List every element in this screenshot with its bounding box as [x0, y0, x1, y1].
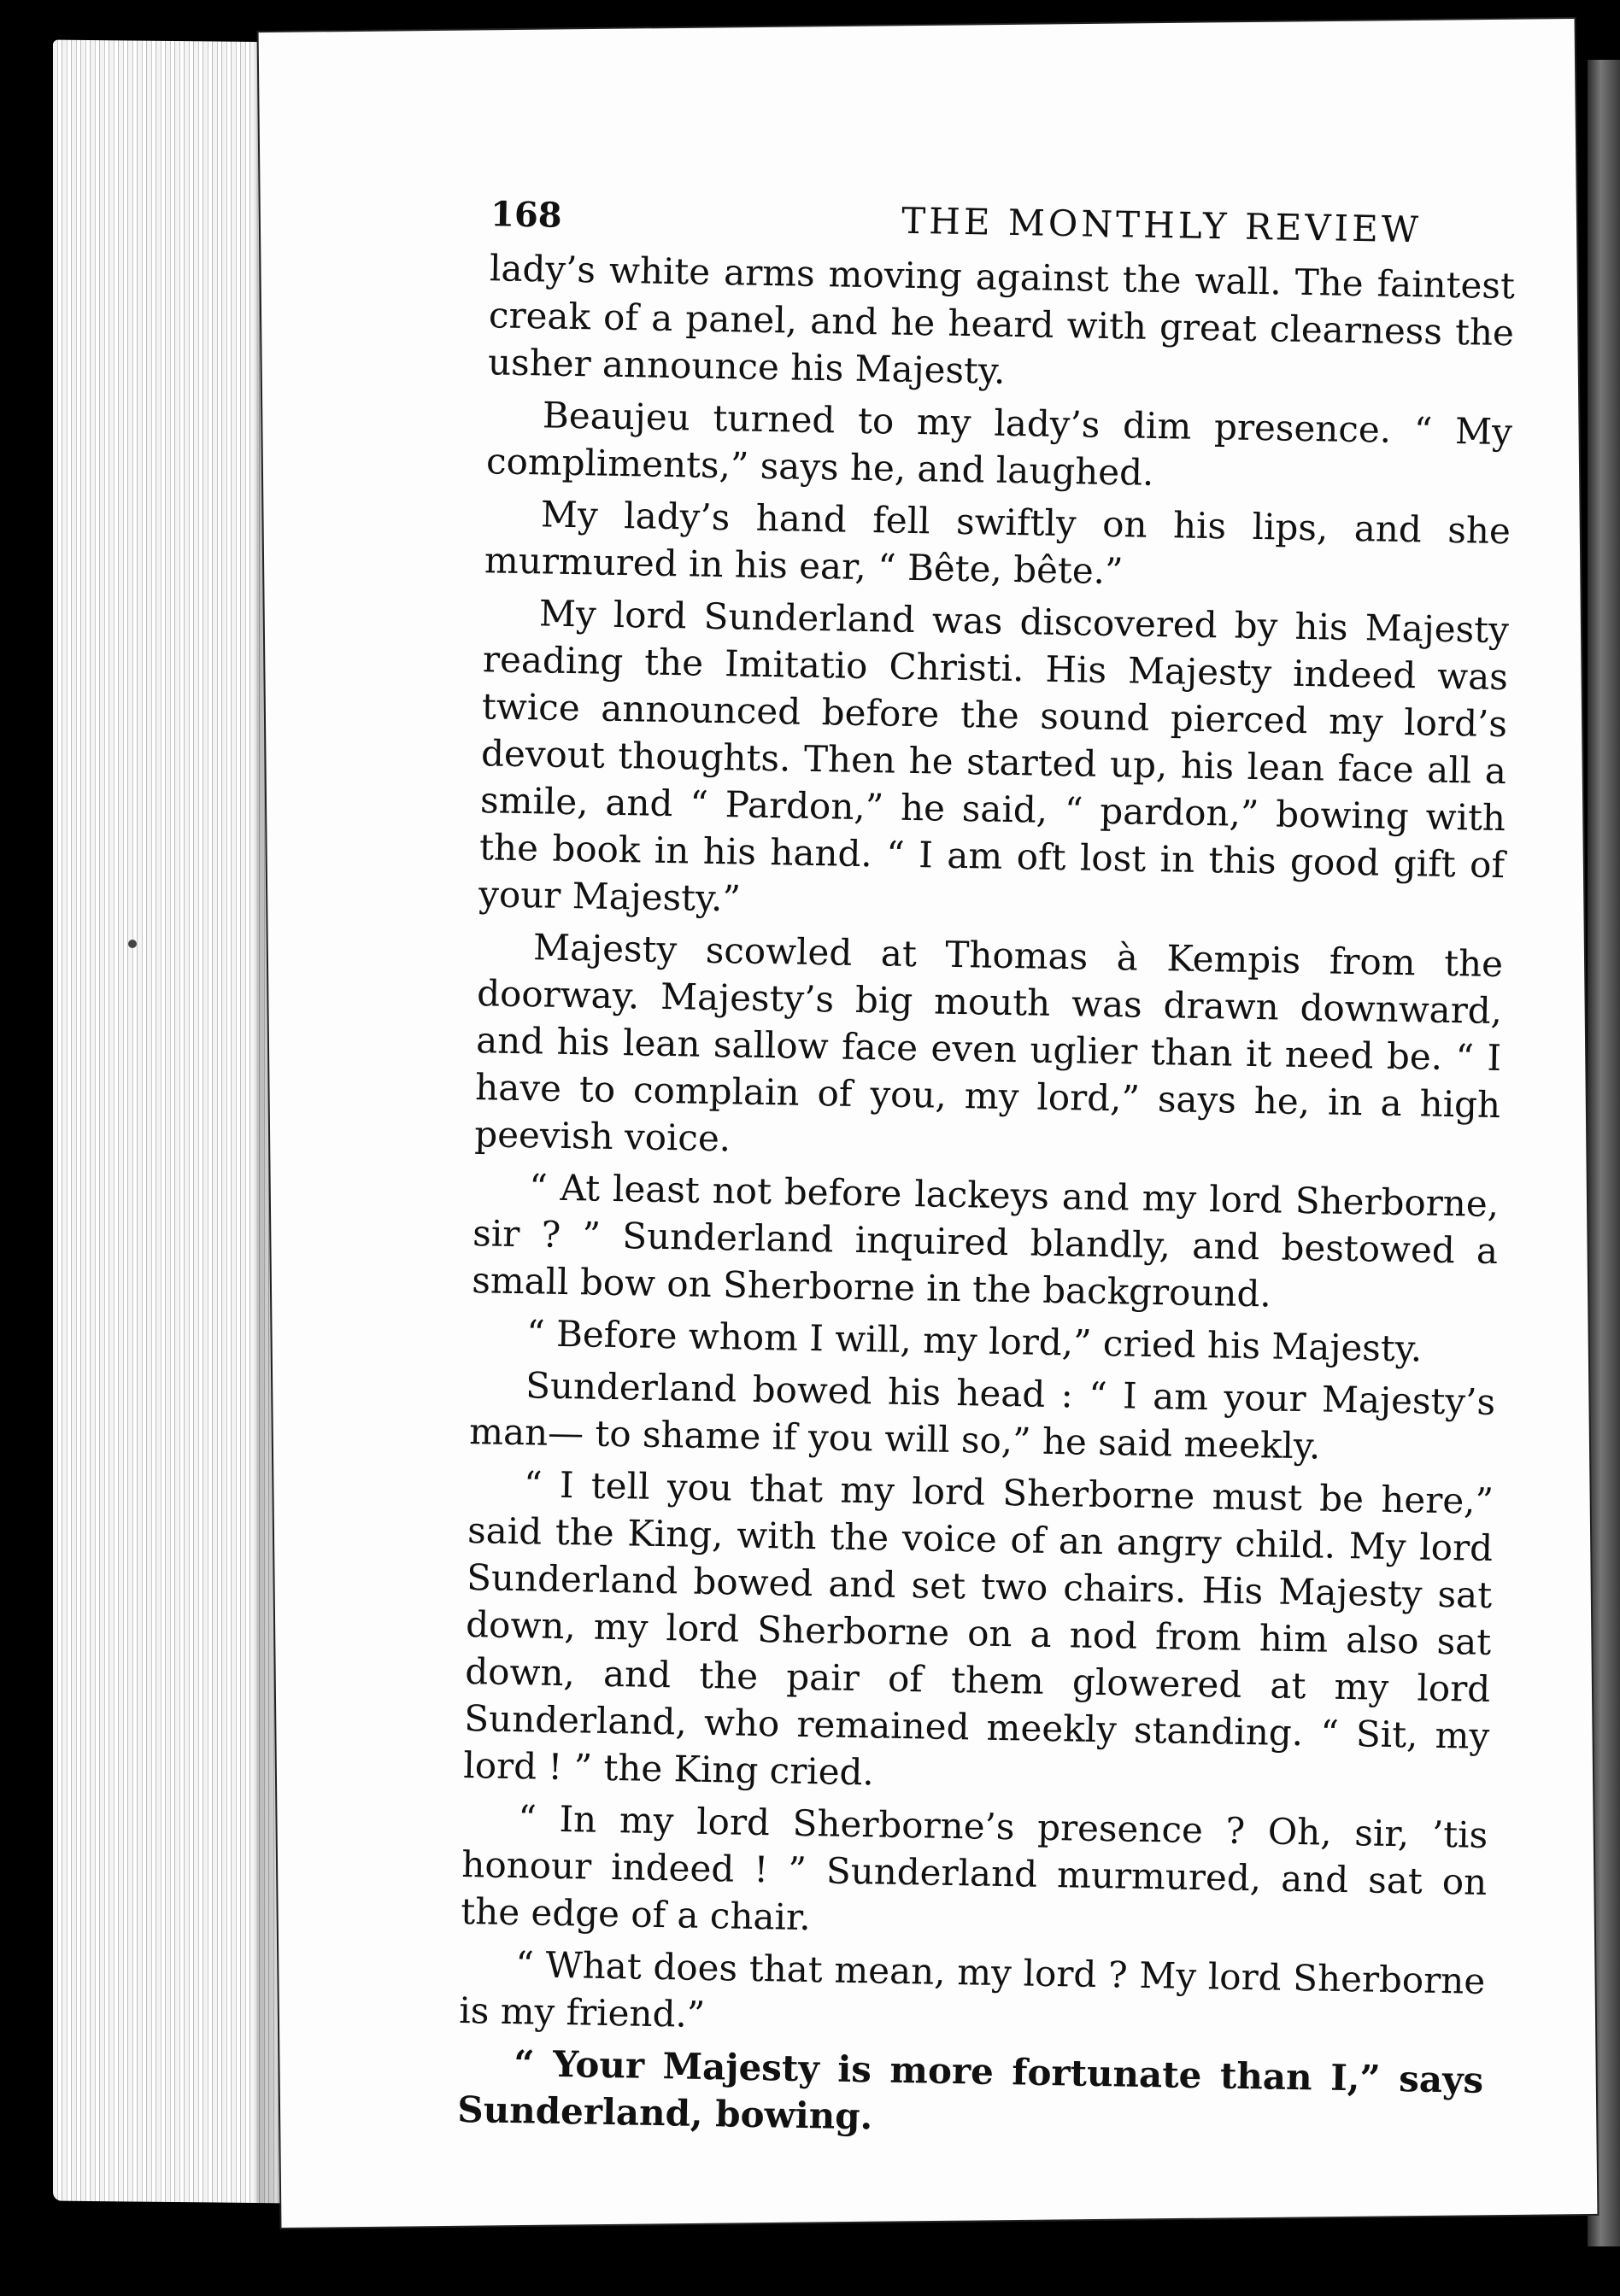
paragraph: lady’s white arms moving against the wall. The faintest creak of a panel, and he heard with great clearness the usher announce his Majesty.	[487, 247, 1516, 392]
paragraph: Beaujeu turned to my lady’s dim presence. “ My compliments,” says he, and laughed.	[485, 394, 1513, 494]
paragraph: “ In my lord Sherborne’s presence ? Oh, sir, ’tis honour indeed ! ” Sunderland murmured, and sat on the edge of a chair.	[461, 1797, 1488, 1939]
text-block	[457, 192, 1517, 2156]
page-number: 168	[490, 194, 563, 236]
paragraph: My lord Sunderland was discovered by his Majesty reading the Imitatio Christi. His Majesty indeed was twice announced before the sound pierced my lord’s devout thoughts. Then he started up, his lean face all a smile, and “ Pardon,” he said, “ pardon,” bowing with the book in his hand. “ I am oft lost in this good gift of your Majesty.”	[478, 592, 1510, 920]
paragraph: “ Your Majesty is more fortunate than I,” says Sunderland, bowing.	[456, 2042, 1484, 2138]
paragraph: Sunderland bowed his head : “ I am your Majesty’s man— to shame if you will so,” he said meekly.	[468, 1364, 1496, 1467]
book-page	[259, 19, 1598, 2228]
paragraph: “ At least not before lackeys and my lord Sherborne, sir ? ” Sunderland inquired blandly, and bestowed a small bow on Sherborne in the background.	[471, 1166, 1500, 1315]
paragraph: “ What does that mean, my lord ? My lord Sherborne is my friend.”	[458, 1943, 1486, 2035]
paragraph: My lady’s hand fell swiftly on his lips, and she murmured in his ear, “ Bête, bête.”	[484, 493, 1511, 593]
paragraph: “ Before whom I will, my lord,” cried his Majesty.	[525, 1312, 1423, 1370]
page-blemish	[128, 940, 137, 948]
running-title: THE MONTHLY REVIEW	[901, 199, 1423, 251]
paragraph: Majesty scowled at Thomas à Kempis from the doorway. Majesty’s big mouth was drawn downward, and his lean sallow face even uglier than it need be. “ I have to complain of you, my lord,” says he, in a high peevish voice.	[473, 926, 1504, 1160]
paragraph: “ I tell you that my lord Sherborne must be here,” said the King, with the voice of an angry child. My lord Sunderland bowed and set two chairs. His Majesty sat down, my lord Sherborne on a nod from him also sat down, and the pair of them glowered at my lord Sunderland, who remained meekly standing. “ Sit, my lord ! ” the King cried.	[462, 1463, 1494, 1794]
page-header	[490, 192, 1517, 252]
